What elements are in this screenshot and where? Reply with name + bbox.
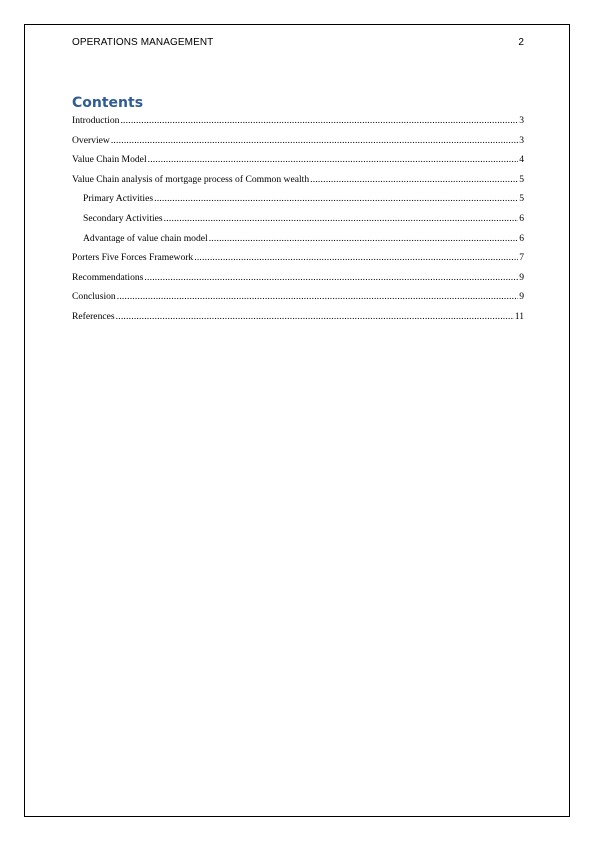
- toc-entry[interactable]: [72, 291, 524, 303]
- toc-entry-label: Secondary Activities: [83, 213, 163, 224]
- toc-entry-page: 7: [519, 252, 524, 264]
- page-header: [72, 37, 524, 48]
- toc-entry-label: Value Chain Model: [72, 154, 147, 166]
- header-title: OPERATIONS MANAGEMENT: [72, 37, 214, 48]
- toc-entry[interactable]: [72, 311, 524, 323]
- toc-entry-page: 3: [519, 134, 524, 146]
- toc-dot-leader: [310, 174, 518, 186]
- header-page-number: 2: [518, 37, 524, 48]
- toc-entry[interactable]: [72, 252, 524, 264]
- toc-entry[interactable]: [72, 272, 524, 284]
- toc-entry[interactable]: [83, 213, 524, 225]
- toc-title: Contents: [72, 95, 144, 111]
- toc-entry-label: Recommendations: [72, 271, 144, 283]
- toc-dot-leader: [148, 154, 519, 166]
- toc-entry[interactable]: [72, 174, 524, 186]
- toc-entry-label: Introduction: [72, 115, 120, 126]
- toc-entry-label: Overview: [72, 134, 110, 146]
- toc-entry[interactable]: [72, 154, 524, 166]
- toc-entry-page: 3: [519, 115, 524, 126]
- toc-entry-page: 5: [519, 193, 524, 205]
- toc-entry-label: Value Chain analysis of mortgage process of Common wealth: [72, 173, 310, 185]
- toc-entry[interactable]: [72, 115, 524, 127]
- toc-dot-leader: [120, 115, 518, 127]
- toc-dot-leader: [111, 135, 518, 147]
- toc-dot-leader: [194, 252, 518, 264]
- toc-entry[interactable]: [83, 233, 524, 245]
- toc-entry-label: Conclusion: [72, 291, 116, 303]
- toc-entry[interactable]: [83, 193, 524, 205]
- toc-dot-leader: [116, 311, 514, 323]
- toc-dot-leader: [154, 193, 518, 205]
- toc-entry-page: 6: [519, 213, 524, 224]
- toc-dot-leader: [164, 213, 519, 225]
- toc-entry-page: 9: [519, 291, 524, 303]
- toc-entry-page: 4: [519, 154, 524, 166]
- toc-entry-page: 9: [519, 271, 524, 283]
- toc-entry[interactable]: [72, 135, 524, 147]
- toc-entry-label: Primary Activities: [83, 193, 154, 205]
- toc-entry-page: 5: [519, 173, 524, 185]
- toc-entry-label: References: [72, 311, 115, 322]
- toc-entry-page: 11: [514, 311, 524, 322]
- toc-entry-label: Advantage of value chain model: [83, 232, 208, 244]
- toc-dot-leader: [144, 272, 518, 284]
- toc-dot-leader: [209, 233, 519, 245]
- toc-entry-label: Porters Five Forces Framework: [72, 252, 194, 264]
- toc-entry-page: 6: [519, 232, 524, 244]
- toc-dot-leader: [117, 291, 518, 303]
